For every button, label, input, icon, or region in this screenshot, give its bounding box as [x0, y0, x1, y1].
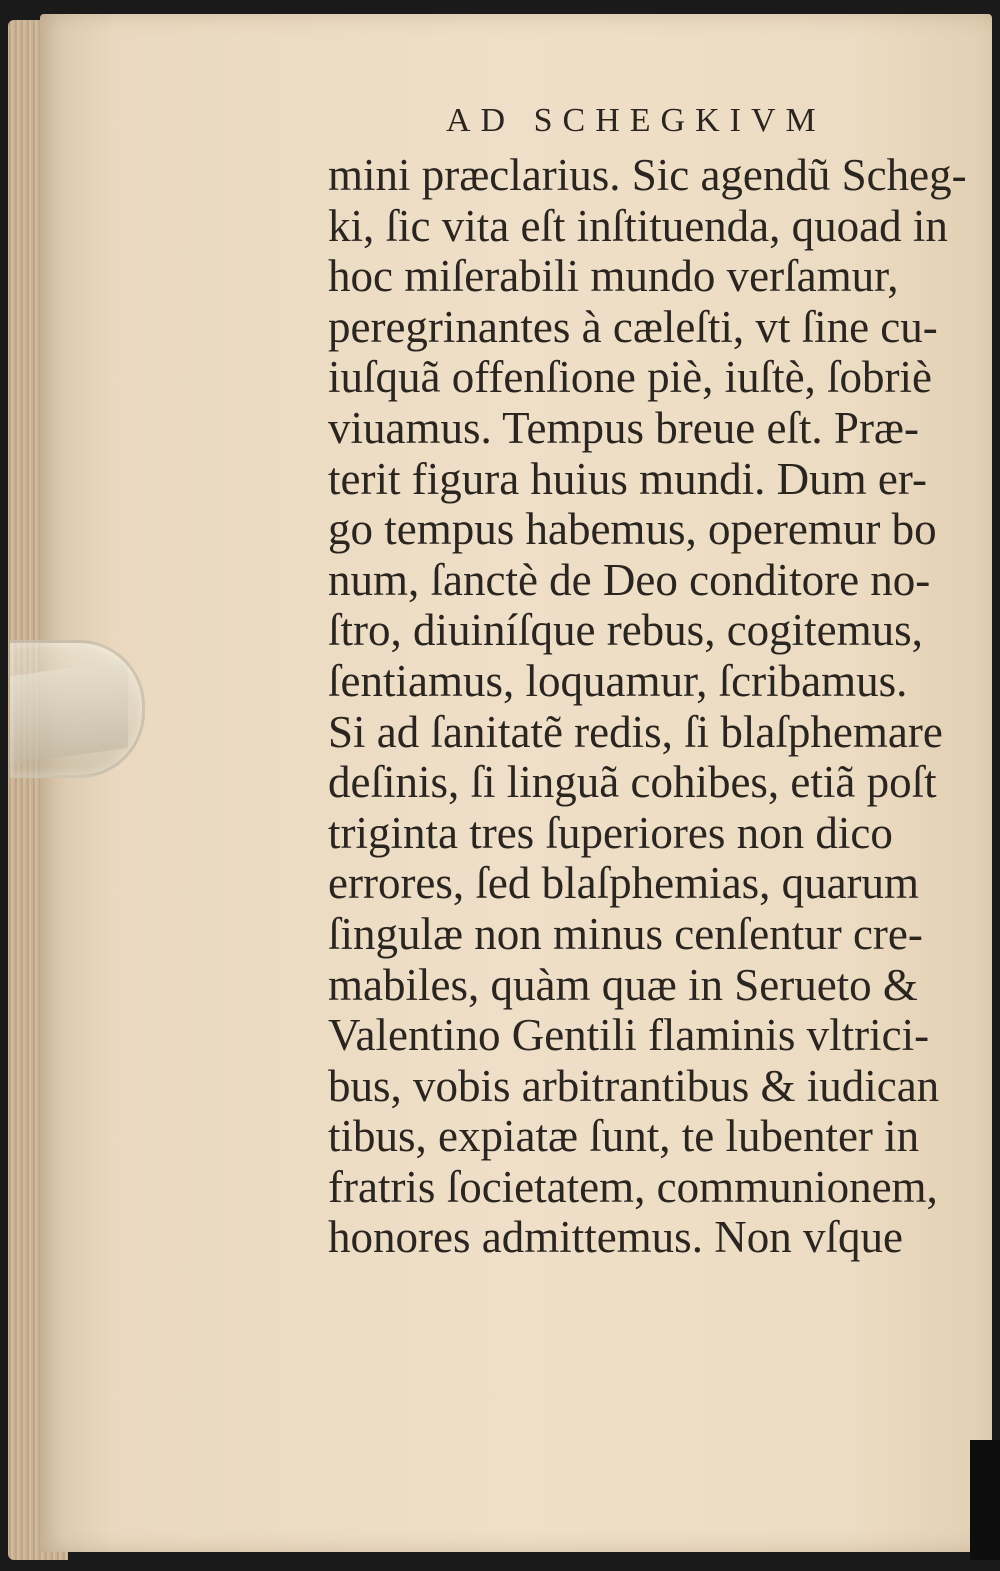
page-clip: [10, 640, 145, 778]
text-line: viuamus. Tempus breue eſt. Præ-: [328, 402, 919, 453]
text-line: deſinis, ſi linguã cohibes, etiã poſt: [328, 757, 937, 808]
text-line: ſtro, diuiníſque rebus, cogitemus,: [328, 605, 923, 656]
text-line: triginta tres ſuperiores non dico: [328, 807, 893, 858]
text-line: ſingulæ non minus cenſentur cre-: [328, 908, 923, 959]
text-line: honores admittemus. Non vſque: [328, 1212, 903, 1263]
text-line: num, ſanctè de Deo conditore no-: [328, 554, 931, 605]
text-line: mabiles, quàm quæ in Serueto &: [328, 959, 918, 1010]
text-line: ki, ſic vita eſt inſtituenda, quoad in: [328, 200, 948, 251]
text-line: Si ad ſanitatẽ redis, ſi blaſphemare: [328, 706, 943, 757]
scan-edge-shadow: [970, 1440, 1000, 1560]
text-line: tibus, expiatæ ſunt, te lubenter in: [328, 1111, 920, 1162]
text-line: terit figura huius mundi. Dum er-: [328, 453, 927, 504]
text-line: iuſquã offenſione piè, iuſtè, ſobriè: [328, 352, 933, 403]
text-line: go tempus habemus, operemur bo: [328, 504, 937, 555]
text-line: Valentino Gentili flaminis vltrici-: [328, 1010, 930, 1061]
text-line: mini præclarius. Sic agendũ Scheg-: [328, 150, 967, 200]
text-line: bus, vobis arbitrantibus & iudican: [328, 1060, 940, 1111]
text-line: peregrinantes à cæleſti, vt ſine cu-: [328, 301, 938, 352]
running-head: AD SCHEGKIVM: [446, 102, 826, 139]
text-line: hoc miſerabili mundo verſamur,: [328, 251, 899, 302]
text-line: fratris ſocietatem, communionem,: [328, 1161, 938, 1212]
body-lines: [328, 150, 968, 1263]
text-line: errores, ſed blaſphemias, quarum: [328, 858, 920, 909]
text-line: ſentiamus, loquamur, ſcribamus.: [328, 655, 908, 706]
page-text: [328, 96, 968, 1263]
